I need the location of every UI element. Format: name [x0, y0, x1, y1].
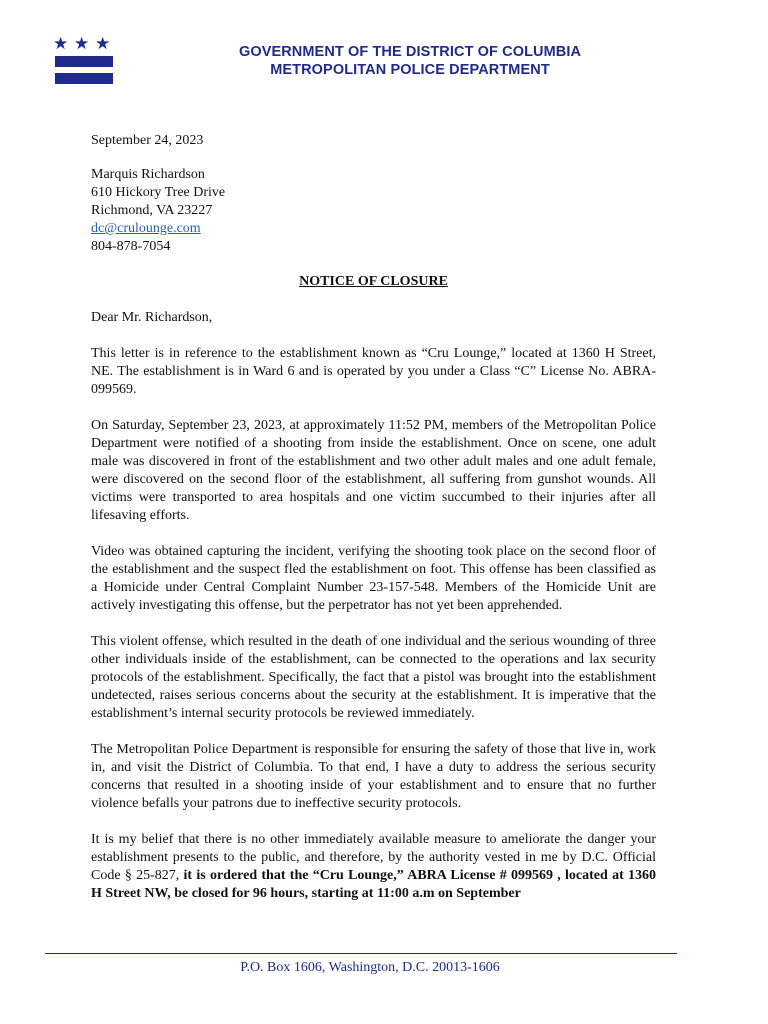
star-icon: ★ [95, 34, 111, 54]
paragraph: Video was obtained capturing the incident, verifying the shooting took place on the second floor of the establishment and the suspect fled the establishment on foot. This offense has been classified as a Homicide under Central Complaint Number 23-157-548. Members of the Homicide Unit are actively investigating this offense, but the perpetrator has not yet been apprehended. [91, 544, 656, 613]
paragraph: The Metropolitan Police Department is responsible for ensuring the safety of those that live in, work in, and visit the District of Columbia. To that end, I have a duty to address the serious security concerns that resulted in a shooting inside of your establishment and to ensure that no further violence befalls your patrons due to ineffective security protocols. [91, 742, 656, 811]
closure-order-text: it is ordered that the “Cru Lounge,” ABRA License # 099569 , located at 1360 H Street NW, be closed for 96 hours, starting at 11:00 a.m on September [91, 868, 657, 901]
letterhead-government: GOVERNMENT OF THE DISTRICT OF COLUMBIA [238, 44, 582, 60]
recipient-phone: 804-878-7054 [91, 239, 171, 254]
flag-bar [55, 73, 113, 84]
recipient-address [91, 166, 656, 256]
letter-date: September 24, 2023 [91, 133, 204, 148]
footer-address: P.O. Box 1606, Washington, D.C. 20013-1606 [240, 960, 500, 975]
paragraph: This letter is in reference to the establishment known as “Cru Lounge,” located at 1360 H Street, NE. The establishment is in Ward 6 and is operated by you under a Class “C” License No. ABRA-099569. [91, 346, 656, 397]
letterhead-department: METROPOLITAN POLICE DEPARTMENT [270, 62, 550, 78]
salutation: Dear Mr. Richardson, [91, 310, 213, 325]
recipient-name: Marquis Richardson [91, 167, 205, 182]
letter-body [91, 132, 656, 921]
flag-bar [55, 56, 113, 67]
notice-title: NOTICE OF CLOSURE [299, 274, 448, 289]
recipient-street: 610 Hickory Tree Drive [91, 185, 226, 200]
recipient-email-link[interactable]: dc@crulounge.com [91, 221, 201, 236]
footer-divider [45, 953, 677, 954]
star-icon: ★ [74, 34, 90, 54]
recipient-city: Richmond, VA 23227 [91, 203, 213, 218]
star-icon: ★ [53, 34, 69, 54]
dc-flag-logo [53, 36, 115, 90]
paragraph: This violent offense, which resulted in the death of one individual and the serious wounding of three other individuals inside of the establishment, can be connected to the operations and lax security protocols of the establishment. Specifically, the fact that a pistol was brought into the establishment undetected, raises serious concerns about the security at the establishment. It is imperative that the establishment’s internal security protocols be reviewed immediately. [91, 634, 656, 721]
closure-order-intro: It is my belief that there is no other immediately available measure to ameliorate the danger your establishment presents to the public, and therefore, by the authority vested in me by D.C. Official Code § 25-827, [91, 832, 656, 883]
closure-order-paragraph [91, 831, 656, 903]
letterhead [130, 43, 690, 79]
paragraph: On Saturday, September 23, 2023, at approximately 11:52 PM, members of the Metropolitan Police Department were notified of a shooting from inside the establishment. Once on scene, one adult male was discovered in front of the establishment and two other adult males and one adult female, were discovered on the second floor of the establishment, all suffering from gunshot wounds. All victims were transported to area hospitals and one victim succumbed to their injuries after all lifesaving efforts. [91, 418, 656, 523]
